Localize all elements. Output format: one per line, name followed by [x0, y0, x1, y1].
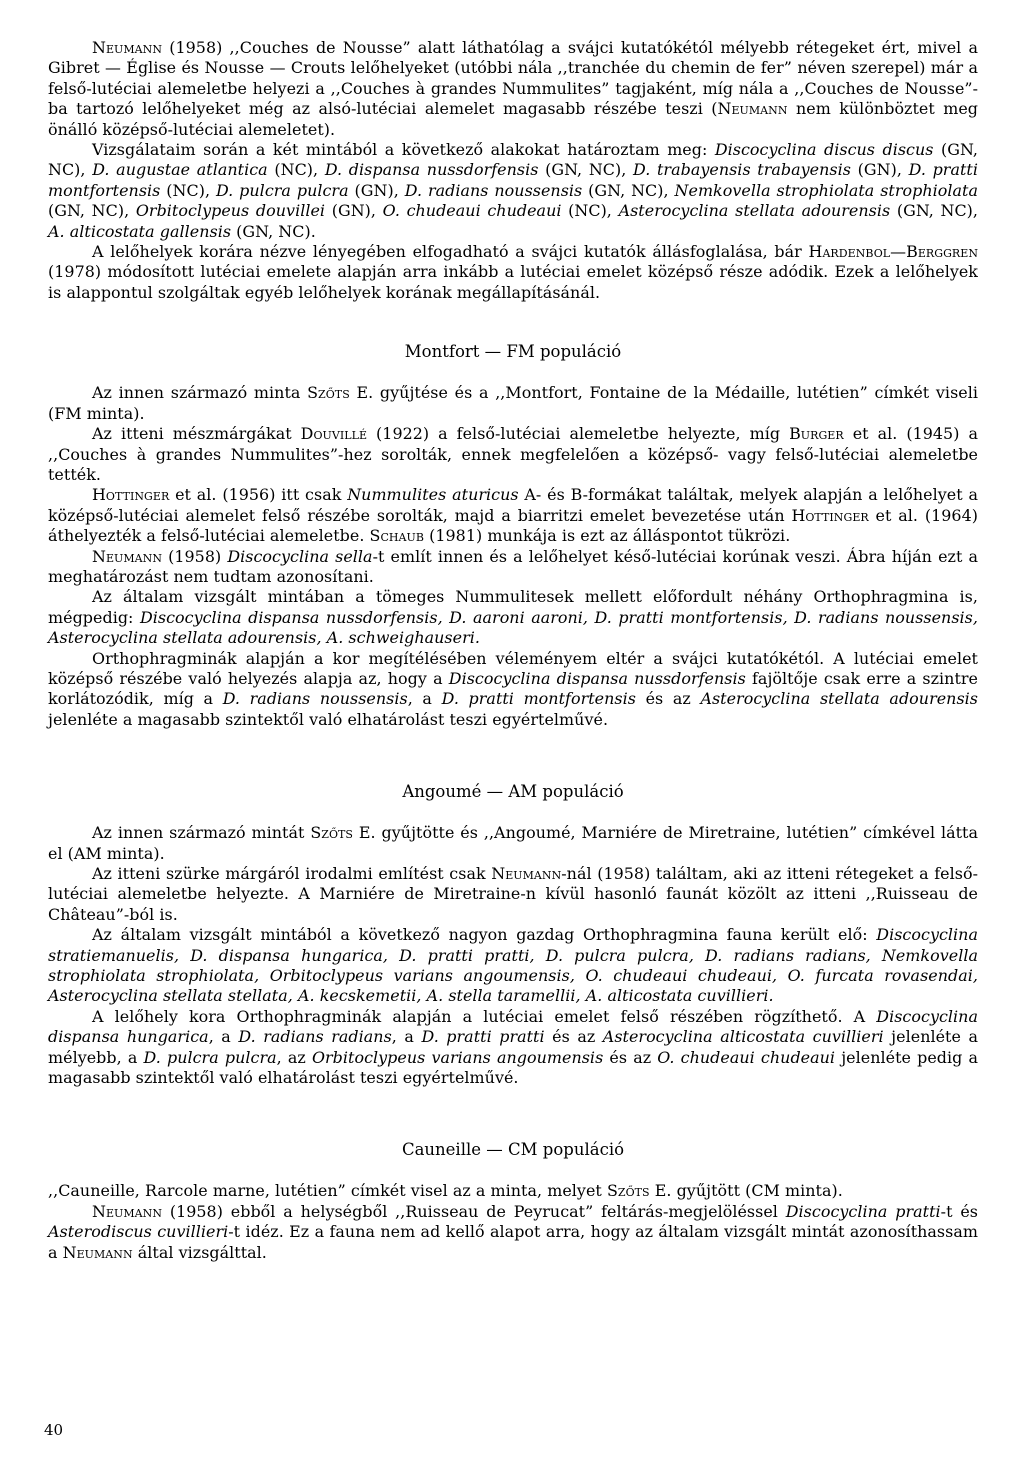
taxon-name: Discocyclina dispansa nussdorfensis, D. aaroni aaroni, D. pratti montfortensis, D. radians noussensis, Asterocyclina stellata adourensis, A. schweighauseri.	[48, 607, 978, 648]
paragraph-text: , az	[276, 1047, 312, 1067]
taxon-name: Asterocyclina stellata adourensis	[618, 201, 891, 221]
paragraph-text: Orthophragminák alapján a kor megítélésében véleményem eltér a svájci kutatókétól. A lutéciai emelet középső részébe való helyezés alapja az, hogy a	[48, 648, 978, 688]
taxon-name: D. pulcra pulcra	[215, 180, 349, 200]
author-name: Neumann	[717, 99, 788, 119]
author-name: Neumann	[92, 1201, 163, 1221]
paragraph-text: Az itteni szürke márgáról irodalmi említést csak	[92, 864, 492, 883]
am-paragraph-2	[48, 864, 978, 925]
am-paragraph-4	[48, 1007, 978, 1089]
author-name: Hardenbol—Berggren	[808, 242, 978, 262]
taxon-name: Orbitoclypeus varians angoumensis	[311, 1047, 604, 1067]
paragraph-text: (GN, NC),	[890, 201, 979, 221]
taxon-name: D. pratti pratti	[421, 1027, 545, 1047]
author-name: Neumann	[62, 1242, 133, 1262]
paragraph-text: nem különböztet meg önálló középső-lutéciai alemeletet).	[48, 99, 979, 139]
paragraph-text: (GN, NC),	[48, 140, 978, 180]
taxon-name: Asterocyclina stellata adourensis	[700, 689, 978, 709]
taxon-name: O. chudeaui chudeaui	[657, 1047, 836, 1067]
paragraph-text: jelenléte a mélyebb, a	[48, 1027, 978, 1067]
author-name: Hottinger	[92, 485, 170, 505]
paragraph-text: (NC),	[267, 160, 325, 180]
taxon-name: Discocyclina dispansa hungarica	[48, 1006, 978, 1047]
paragraph-text: (1958) ,,Couches de Nousse” alatt láthatólag a svájci kutatókétól mélyebb rétegeket ért, mivel a Gibret — Église és Nousse — Crouts lelőhelyeket (utóbbi nála ,,tranchée du chemin de fer” néven szerepel) már a felső-lutéciai alemeletbe helyezi a ,,Couches à grandes Nummulites” tagjaként, míg nála a ,,Couches de Nousse”-ba tartozó lelőhelyeket még az alsó-lutéciai alemelet magasabb részébe teszi (	[48, 38, 978, 119]
author-name: Douvillé	[300, 424, 368, 444]
paragraph-text: A lelőhely kora Orthophragminák alapján a lutéciai emelet felső részében rögzíthető. A	[92, 1006, 877, 1026]
paragraph-text: A lelőhelyek korára nézve lényegében elfogadható a svájci kutatók állásfoglalása, bár	[92, 242, 809, 262]
taxon-name: D. pratti montfortensis	[48, 160, 978, 200]
taxon-name: D. pulcra pulcra	[143, 1047, 277, 1067]
taxon-name: D. radians radians	[238, 1027, 392, 1047]
paragraph-text: (NC),	[160, 180, 216, 200]
author-name: Szőts	[310, 823, 354, 843]
intro-paragraph-1	[48, 38, 978, 140]
fm-paragraph-6	[48, 649, 978, 731]
taxon-name: D. radians noussensis	[404, 180, 583, 200]
taxon-name: D. dispansa nussdorfensis	[324, 160, 539, 180]
paragraph-text: (GN, NC),	[48, 201, 136, 221]
paragraph-text: Az általam vizsgált mintából a következő nagyon gazdag Orthophragmina fauna került elő:	[92, 925, 877, 945]
paragraph-text: A- és B-formákat találtak, melyek alapján a lelőhelyet a középső-lutéciai alemelet felső részébe sorolták, majd a biarritzi emelet bevezetése után	[48, 485, 978, 525]
taxon-name: Discocyclina stratiemanuelis, D. dispansa hungarica, D. pratti pratti, D. pulcra pulcra, D. radians radians, Nemkovella strophiolata strophiolata, Orbitoclypeus varians angoumensis, O. chudeaui chudeaui, O. furcata rovasendai, Asterocyclina stellata stellata, A. kecskemetii, A. stella taramellii, A. alticostata cuvillieri.	[48, 925, 978, 1006]
taxon-name: A. alticostata gallensis	[48, 221, 232, 241]
paragraph-text: (GN),	[850, 160, 909, 180]
am-paragraph-1	[48, 823, 978, 864]
fm-paragraph-3	[48, 485, 978, 546]
fm-paragraph-1	[48, 383, 978, 424]
taxon-name: O. chudeaui chudeaui	[382, 201, 562, 221]
intro-paragraph-3	[48, 242, 978, 303]
paragraph-text: et al. (1956) itt csak	[169, 485, 348, 505]
paragraph-text: által vizsgálttal.	[132, 1242, 267, 1262]
paragraph-text: (GN),	[325, 201, 383, 221]
paragraph-text: ,,Cauneille, Rarcole marne, lutétien” címkét visel az a minta, melyet	[48, 1181, 607, 1201]
paragraph-text: (NC),	[561, 201, 619, 221]
paragraph-text: -nál (1958) találtam, aki az itteni rétegeket a felső-lutéciai alemeletbe helyezte. A Marniére de Miretraine-n kívül hasonló faunát közölt az itteni ,,Ruisseau de Château”-ból is.	[48, 864, 978, 924]
cm-paragraph-1	[48, 1181, 978, 1201]
section-heading-cauneille: Cauneille — CM populáció	[401, 1140, 625, 1160]
paragraph-text: (GN, NC),	[538, 160, 633, 180]
paragraph-text: , a	[407, 689, 442, 709]
paragraph-text: és az	[635, 689, 701, 709]
paragraph-text: Az általam vizsgált mintában a tömeges Nummulitesek mellett előfordult néhány Orthophragmina is, mégpedig:	[48, 587, 978, 627]
taxon-name: Asterodiscus cuvillieri	[48, 1222, 229, 1242]
fm-paragraph-4	[48, 547, 978, 588]
taxon-name: Discocyclina discus discus	[714, 140, 934, 160]
taxon-name: Nummulites aturicus	[347, 485, 519, 505]
section-heading-montfort: Montfort — FM populáció	[404, 342, 622, 362]
paragraph-text: (GN, NC),	[582, 180, 675, 200]
paragraph-text: Az innen származó mintát	[92, 823, 311, 843]
paragraph-text: (1922) a felső-lutéciai alemeletbe helyezte, míg	[376, 424, 790, 444]
paragraph-text: Az innen származó minta	[92, 383, 308, 403]
taxon-name: D. trabayensis trabayensis	[633, 160, 851, 180]
taxon-name: D. radians noussensis	[222, 689, 408, 709]
paragraph-text: , a	[208, 1027, 239, 1047]
paragraph-text: E. gyűjtése és a ,,Montfort, Fontaine de la Médaille, lutétien” címkét viseli (FM minta).	[48, 383, 978, 423]
paragraph-text: és az	[603, 1047, 658, 1067]
section-heading-angoume: Angoumé — AM populáció	[402, 782, 624, 802]
author-name: Schaub	[369, 526, 425, 546]
author-name: Burger	[789, 424, 844, 444]
author-name: Szőts	[606, 1181, 650, 1201]
author-name: Neumann	[92, 546, 163, 566]
fm-paragraph-2	[48, 424, 978, 485]
taxon-name: D. augustae atlantica	[92, 160, 268, 180]
author-name: Neumann	[491, 864, 562, 883]
page-number: 40	[44, 1421, 64, 1439]
paragraph-text: (1958)	[162, 546, 228, 566]
paragraph-text: és az	[544, 1027, 603, 1047]
taxon-name: Discocyclina pratti	[785, 1201, 941, 1221]
taxon-name: Asterocyclina alticostata cuvillieri	[602, 1027, 884, 1047]
paragraph-text: et al. (1964) áthelyezték a felső-lutéciai alemeletbe.	[48, 505, 979, 546]
taxon-name: Orbitoclypeus douvillei	[135, 201, 326, 221]
taxon-name: Nemkovella strophiolata strophiolata	[674, 180, 978, 200]
paragraph-text: (1978) módosított lutéciai emelete alapján arra inkább a lutéciai emelet középső része adódik. Ezek a lelőhelyek is alappontul szolgáltak egyéb lelőhelyek korának megállapításánál.	[48, 262, 978, 302]
paragraph-text: jelenléte pedig a magasabb szintektől való elhatárolást teszi egyértelművé.	[48, 1047, 979, 1088]
paragraph-text: (1958) ebből a helységből ,,Ruisseau de Peyrucat” feltárás-megjelöléssel	[162, 1201, 786, 1221]
paragraph-text: (GN),	[348, 180, 405, 200]
paragraph-text: fajöltője csak erre a szintre korlátozódik, míg a	[48, 668, 978, 709]
author-name: Neumann	[92, 38, 163, 57]
taxon-name: D. pratti montfortensis	[441, 689, 636, 709]
paragraph-text: E. gyűjtött (CM minta).	[649, 1181, 843, 1201]
author-name: Hottinger	[791, 505, 869, 525]
paragraph-text: -t említ innen és a lelőhelyet késő-lutéciai korúnak veszi. Ábra híján ezt a meghatározást nem tudtam azonosítani.	[48, 546, 978, 586]
paragraph-text: -t idéz. Ez a fauna nem ad kellő alapot arra, hogy az általam vizsgált mintát azonosíthassam a	[48, 1222, 978, 1262]
paragraph-text: Az itteni mészmárgákat	[92, 424, 301, 444]
taxon-name: Discocyclina dispansa nussdorfensis	[448, 668, 746, 688]
paragraph-text: E. gyűjtötte és ,,Angoumé, Marniére de Miretraine, lutétien” címkével látta el (AM minta).	[48, 823, 979, 863]
intro-paragraph-2	[48, 140, 978, 242]
taxon-name: Discocyclina sella	[227, 546, 373, 566]
paragraph-text: , a	[391, 1027, 422, 1047]
paragraph-text: et al. (1945) a ,,Couches à grandes Nummulites”-hez sorolták, ennek megfelelően a középső- vagy felső-lutéciai alemeletbe tették.	[48, 424, 978, 484]
paragraph-text: (1981) munkája is ezt az álláspontot tükrözi.	[424, 526, 791, 546]
paragraph-text: Vizsgálataim során a két mintából a következő alakokat határoztam meg:	[92, 140, 715, 160]
paragraph-text: jelenléte a magasabb szintektől való elhatárolást teszi egyértelművé.	[48, 709, 609, 729]
author-name: Szőts	[307, 383, 350, 403]
paragraph-text: -t és	[940, 1201, 978, 1221]
cm-paragraph-2	[48, 1202, 978, 1263]
fm-paragraph-5	[48, 587, 978, 648]
paragraph-text: (GN, NC).	[231, 221, 316, 241]
am-paragraph-3	[48, 925, 978, 1007]
